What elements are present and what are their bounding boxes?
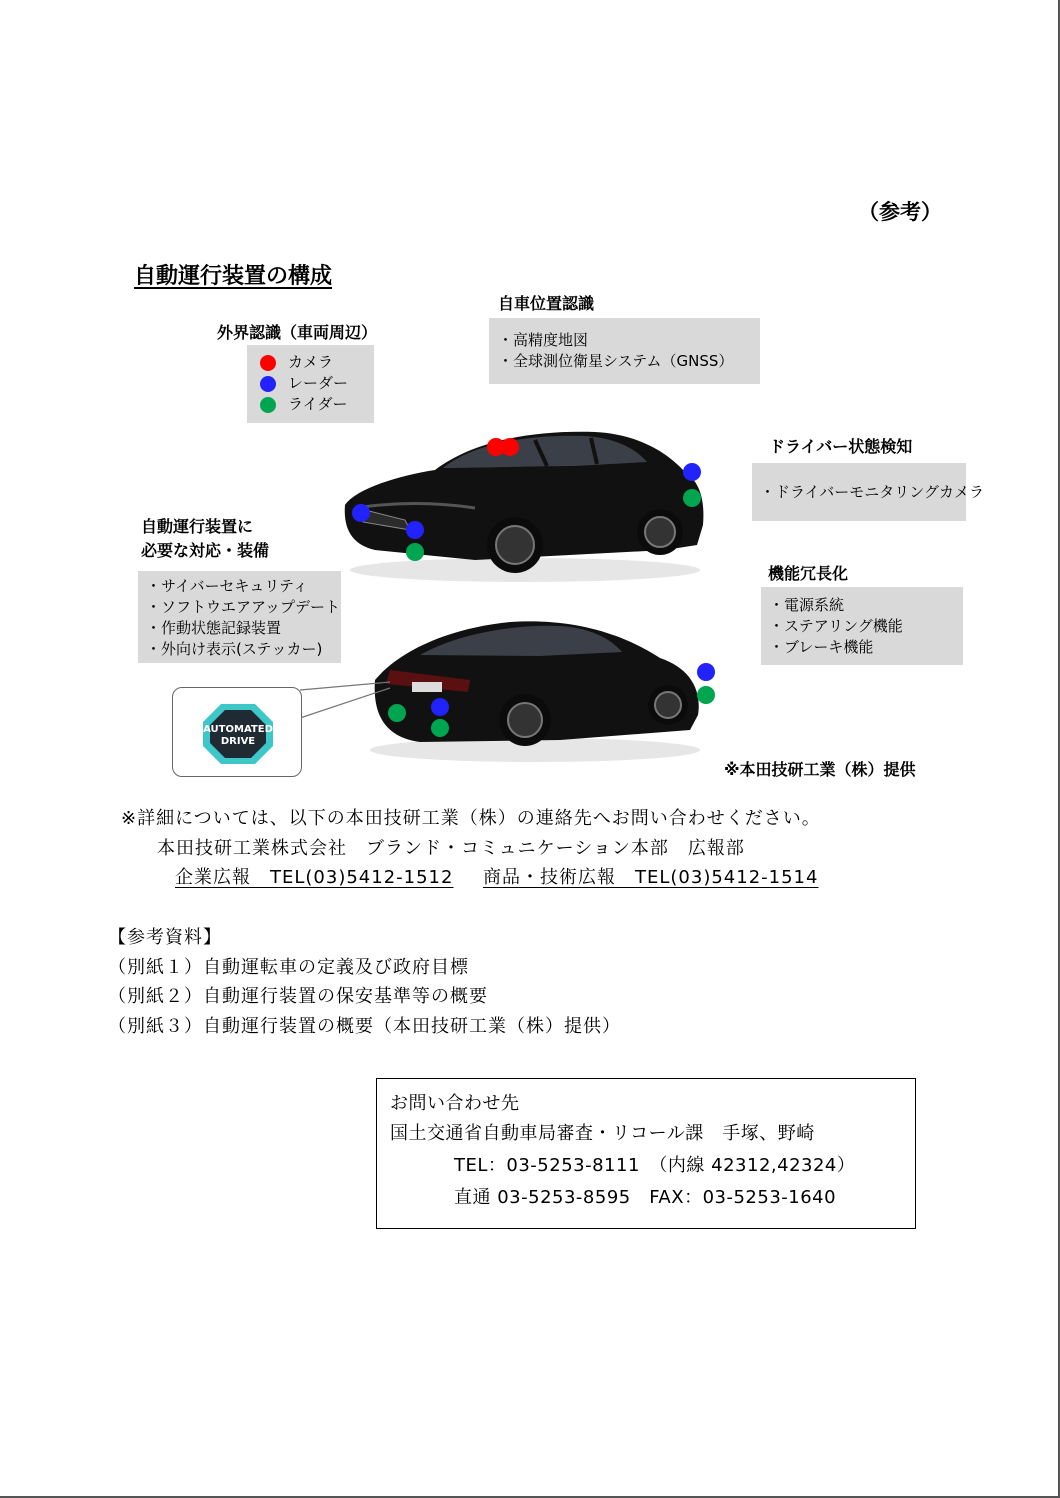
legend-label: ライダー bbox=[288, 395, 348, 413]
heading-line: 自動運行装置に bbox=[141, 517, 254, 536]
contact-box bbox=[376, 1078, 916, 1229]
radar-marker bbox=[697, 663, 715, 681]
radar-marker bbox=[431, 698, 449, 716]
redundancy-heading: 機能冗長化 bbox=[768, 564, 849, 583]
radar-marker bbox=[352, 504, 370, 522]
contact-tel: TEL：03-5253-8111 （内線 42312,42324） bbox=[454, 1155, 856, 1176]
red-dot-icon bbox=[260, 355, 276, 371]
details-note: ※詳細については、以下の本田技研工業（株）の連絡先へお問い合わせください。 bbox=[121, 808, 821, 829]
reference-doc-item: （別紙２）自動運行装置の保安基準等の概要 bbox=[108, 986, 488, 1007]
list-item: ・サイバーセキュリティ bbox=[146, 577, 308, 595]
car-rear-image bbox=[360, 610, 710, 770]
reference-docs-heading: 【参考資料】 bbox=[108, 927, 222, 948]
required-measures-box bbox=[138, 571, 341, 663]
lidar-marker bbox=[697, 686, 715, 704]
automated-drive-logo bbox=[173, 688, 303, 778]
green-dot-icon bbox=[260, 397, 276, 413]
self-position-box bbox=[489, 318, 760, 384]
contact-org: 国土交通省自動車局審査・リコール課 手塚、野崎 bbox=[390, 1123, 815, 1144]
list-item: ・外向け表示(ステッカー) bbox=[146, 640, 323, 658]
camera-marker bbox=[501, 438, 519, 456]
automated-drive-badge bbox=[172, 687, 302, 777]
list-item: ・電源系統 bbox=[769, 596, 845, 614]
list-item: ・高精度地図 bbox=[498, 331, 589, 349]
legend-item-radar bbox=[260, 373, 374, 394]
external-recognition-heading: 外界認識（車両周辺） bbox=[217, 323, 378, 342]
list-item: ・ソフトウエアアップデート bbox=[146, 598, 340, 616]
blue-dot-icon bbox=[260, 376, 276, 392]
lidar-marker bbox=[431, 719, 449, 737]
badge-line1: AUTOMATED bbox=[203, 724, 273, 735]
car-front-image bbox=[335, 410, 715, 590]
redundancy-box bbox=[761, 587, 963, 665]
honda-department: 本田技研工業株式会社 ブランド・コミュニケーション本部 広報部 bbox=[157, 838, 745, 859]
driver-state-box bbox=[752, 463, 984, 521]
legend-label: カメラ bbox=[288, 353, 334, 371]
contact-direct: 直通 03-5253-8595 FAX：03-5253-1640 bbox=[454, 1187, 837, 1208]
list-item: ・ドライバーモニタリングカメラ bbox=[760, 483, 984, 501]
heading-line: 必要な対応・装備 bbox=[141, 541, 270, 560]
contact-heading: お問い合わせ先 bbox=[390, 1093, 520, 1114]
legend-label: レーダー bbox=[288, 374, 349, 392]
self-position-heading: 自車位置認識 bbox=[498, 294, 595, 313]
radar-marker bbox=[683, 463, 701, 481]
callout-line bbox=[290, 680, 400, 730]
list-item: ・ブレーキ機能 bbox=[769, 638, 874, 656]
corporate-pr-contact: 企業広報 TEL(03)5412-1512 bbox=[175, 867, 454, 888]
product-pr-contact: 商品・技術広報 TEL(03)5412-1514 bbox=[483, 867, 819, 888]
reference-label: （参考） bbox=[858, 200, 942, 224]
lidar-marker bbox=[683, 489, 701, 507]
image-credit: ※本田技研工業（株）提供 bbox=[724, 760, 916, 779]
legend-item-camera bbox=[260, 352, 374, 373]
required-measures-heading bbox=[141, 515, 269, 563]
list-item: ・ステアリング機能 bbox=[769, 617, 903, 635]
badge-line2: DRIVE bbox=[220, 736, 256, 747]
radar-marker bbox=[406, 521, 424, 539]
driver-state-heading: ドライバー状態検知 bbox=[769, 437, 913, 456]
list-item: ・全球測位衛星システム（GNSS） bbox=[498, 352, 734, 370]
page-title: 自動運行装置の構成 bbox=[134, 264, 333, 289]
lidar-marker bbox=[406, 543, 424, 561]
reference-doc-item: （別紙１）自動運転車の定義及び政府目標 bbox=[108, 957, 469, 978]
reference-doc-item: （別紙３）自動運行装置の概要（本田技研工業（株）提供） bbox=[108, 1016, 621, 1037]
list-item: ・作動状態記録装置 bbox=[146, 619, 282, 637]
